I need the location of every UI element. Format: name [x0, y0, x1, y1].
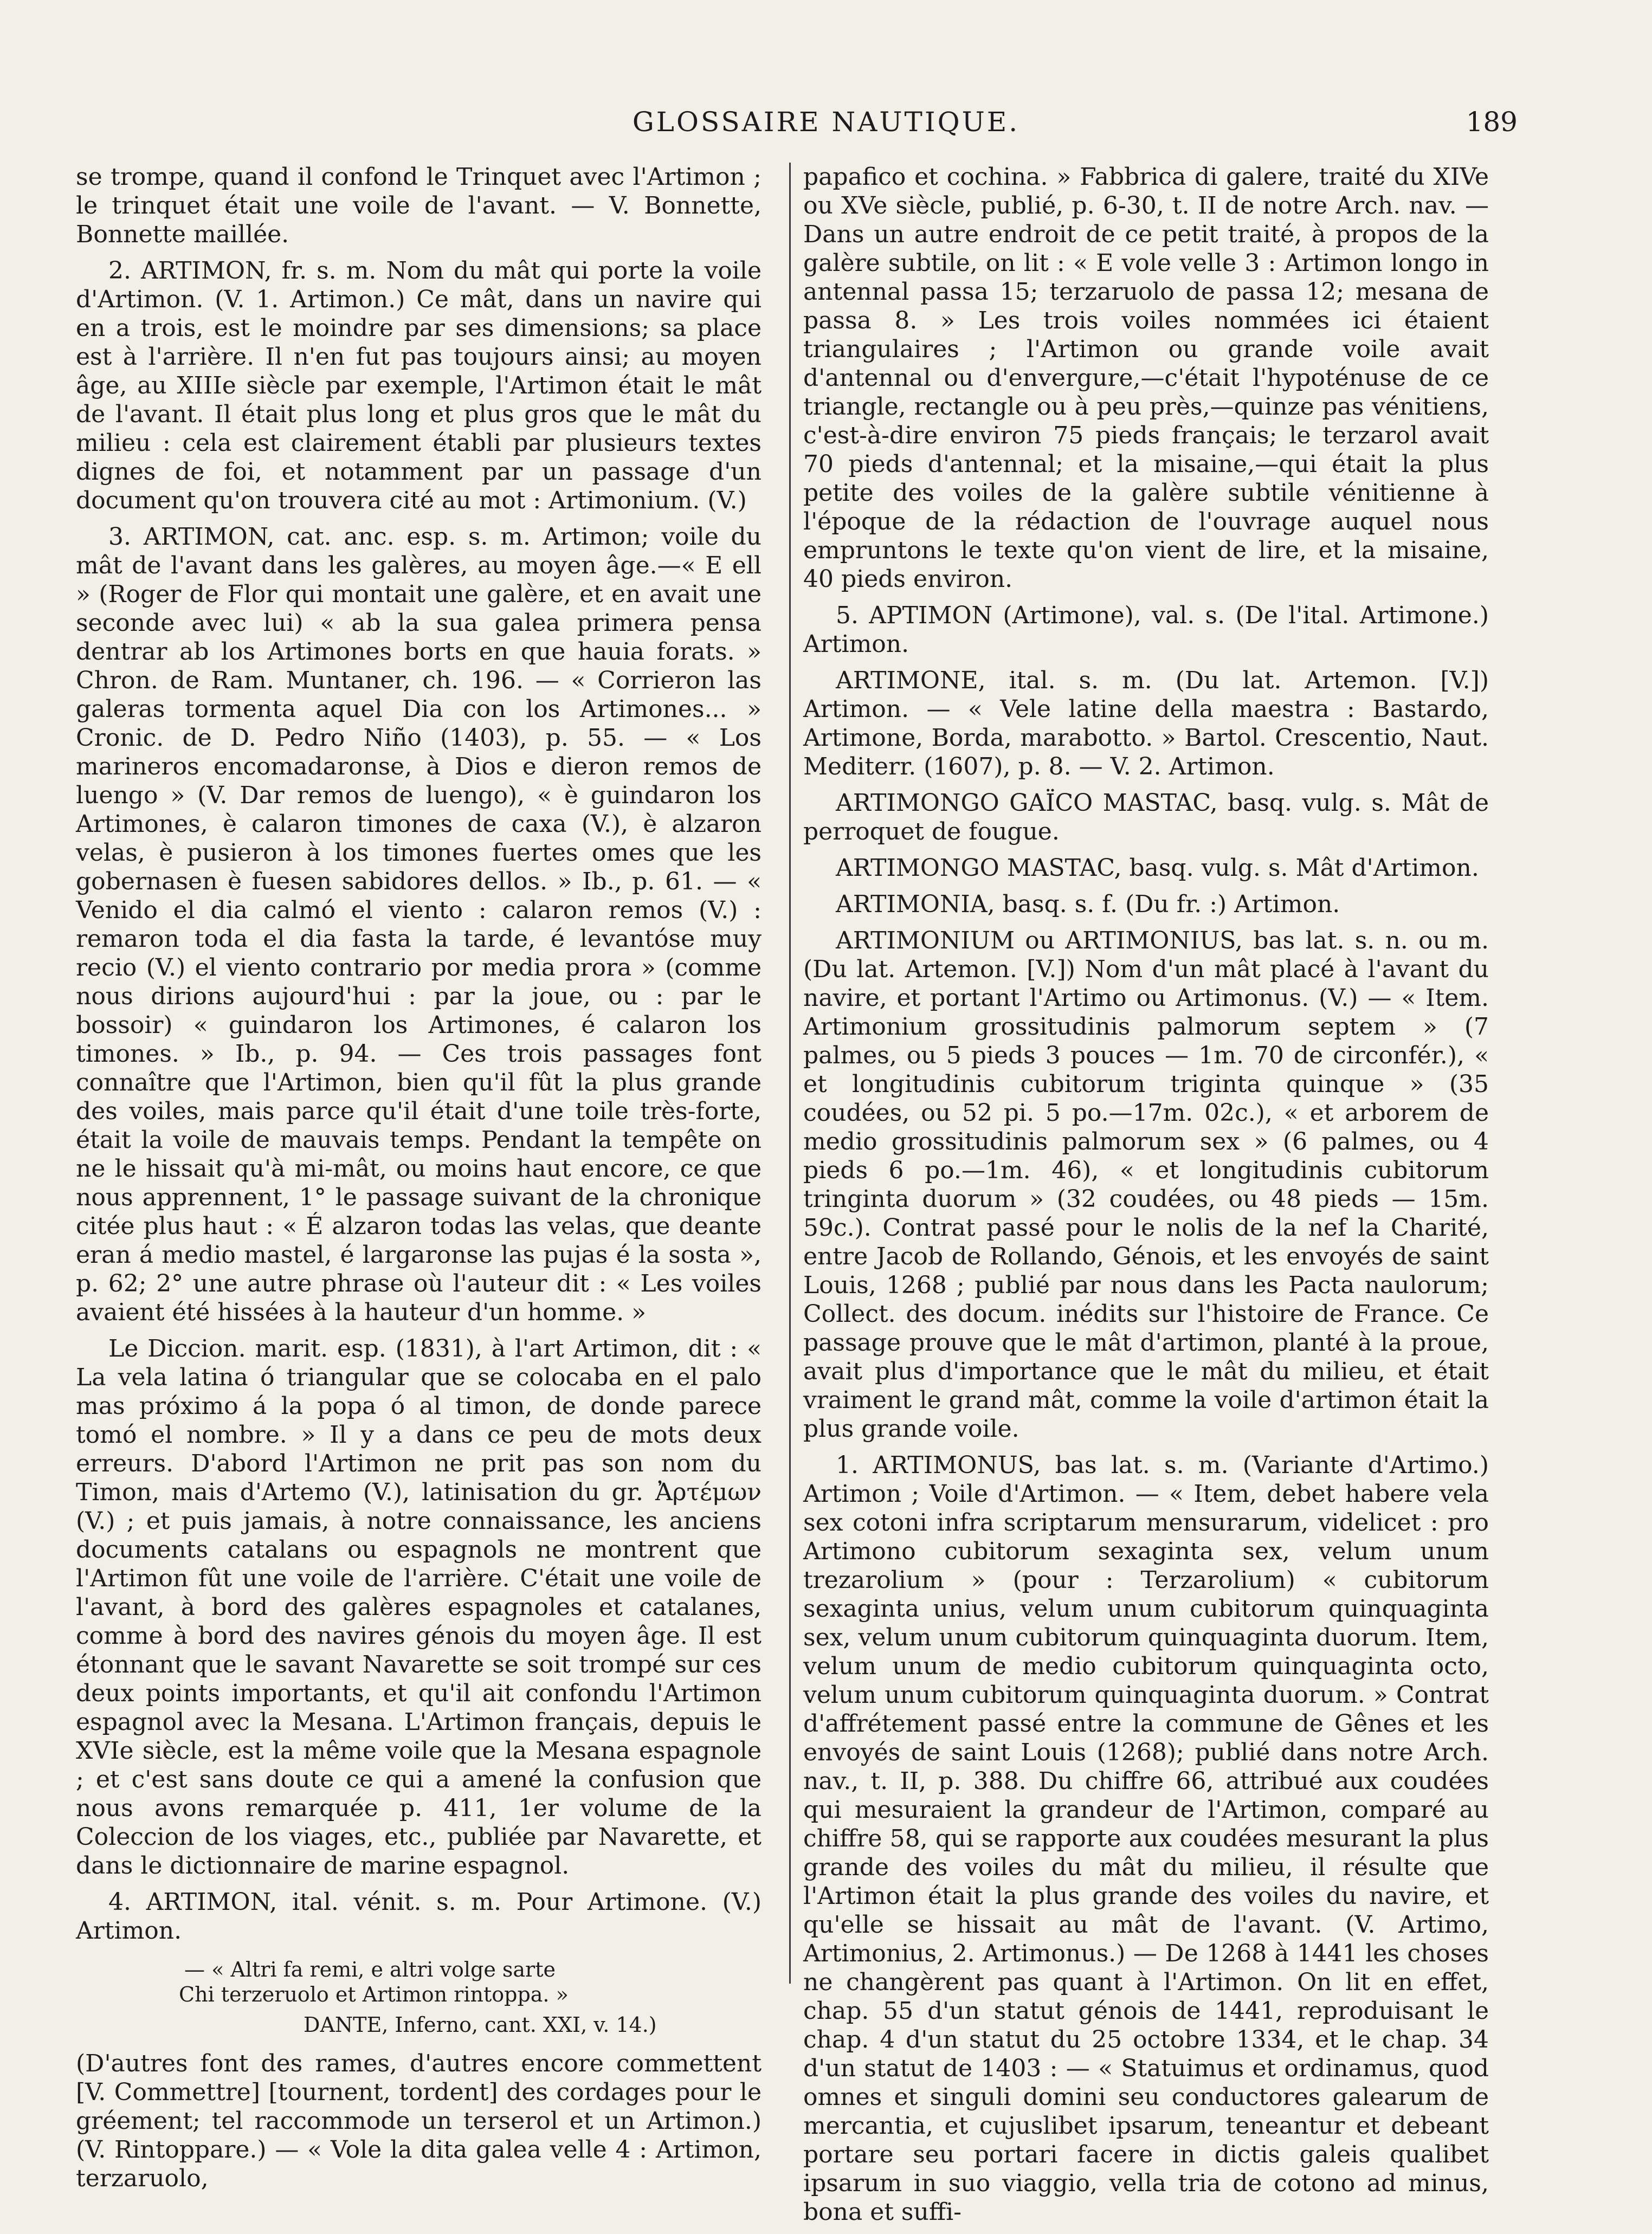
left-paragraph-4: Le Diccion. marit. esp. (1831), à l'art Artimon, dit : « La vela latina ó triangular que se colocaba en el palo mas próximo á la popa ó al timon, de donde parece tomó el nombre. » Il y a dans ce peu de mots deux erreurs. D'abord l'Artimon ne prit pas son nom du Timon, mais d'Artemo (V.), latinisation du gr. Ἀρτέμων (V.) ; et puis jamais, à notre connaissance, les anciens documents catalans ou espagnols ne montrent que l'Artimon fût une voile de l'arrière. C'était une voile de l'avant, à bord des galères espagnoles et catalanes, comme à bord des navires génois du moyen âge. Il est étonnant que le savant Navarette se soit trompé sur ces deux points importants, et qu'il ait confondu l'Artimon espagnol avec la Mesana. L'Artimon français, depuis le XVIe siècle, est la même voile que la Mesana espagnole ; et c'est sans doute ce qui a amené la confusion que nous avons remarquée p. 411, 1er volume de la Coleccion de los viages, etc., publiée par Navarette, et dans le dictionnaire de marine espagnol. — [76, 1335, 762, 1880]
right-paragraph-8: 1. ARTIMONUS, bas lat. s. m. (Variante d'Artimo.) Artimon ; Voile d'Artimon. — « Item, debet habere vela sex cotoni infra scriptarum mensurarum, videlicet : pro Artimono cubitorum sexaginta sex, velum unum trezarolium » (pour : Terzarolium) « cubitorum sexaginta unius, velum unum cubitorum quinquaginta sex, velum unum cubitorum quinquaginta duorum. Item, velum unum de medio cubitorum quinquaginta octo, velum unum cubitorum quinquaginta duorum. » Contrat d'affrétement passé entre la commune de Gênes et les envoyés de saint Louis (1268); publié dans notre Arch. nav., t. II, p. 388. Du chiffre 66, attribué aux coudées qui mesuraient la grandeur de l'Artimon, comparé au chiffre 58, qui se rapporte aux coudées mesurant la plus grande des voiles du mât du milieu, il résulte que l'Artimon était la plus grande des voiles du navire, et qu'elle se hissait au mât de l'avant. (V. Artimo, Artimonius, 2. Artimonus.) — De 1268 à 1441 les choses ne changèrent pas quant à l'Artimon. On lit en effet, chap. 55 d'un statut génois de 1441, reproduisant le chap. 4 d'un statut du 25 octobre 1334, et le chap. 34 d'un statut de 1403 : — « Statuimus et ordinamus, quod omnes et singuli domini seu conductores galearum de mercantia, et cujuslibet ipsarum, teneantur et debeant portare seu portari facere in dictis galeis qualibet ipsarum in suo viaggio, vella tria de cotono ad minus, bona et suffi- — [803, 1451, 1489, 2226]
verse-source: DANTE, Inferno, cant. XXI, v. 14.) — [304, 2013, 657, 2037]
verse-line-1: — « Altri fa remi, e altri volge sarte — [184, 1958, 556, 1981]
right-paragraph-1: papafico et cochina. » Fabbrica di galere, traité du XIVe ou XVe siècle, publié, p. 6-30, t. II de notre Arch. nav. — Dans un autre endroit de ce petit traité, à propos de la galère subtile, on lit : « E vole velle 3 : Artimon longo in antennal passa 15; terzaruolo de passa 12; mesana de passa 8. » Les trois voiles nommées ici étaient triangulaires ; l'Artimon ou grande voile avait d'antennal ou d'envergure,—c'était l'hypoténuse de ce triangle, rectangle ou à peu près,—quinze pas vénitiens, c'est-à-dire environ 75 pieds français; le terzarol avait 70 pieds d'antennal; et la misaine,—qui était la plus petite des voiles de la galère subtile vénitienne à l'époque de la rédaction de l'ouvrage auquel nous empruntons le texte qu'on vient de lire, et la misaine, 40 pieds environ. — [803, 163, 1489, 593]
right-column — [803, 163, 1489, 2234]
left-column — [76, 163, 762, 2200]
left-paragraph-1: se trompe, quand il confond le Trinquet avec l'Artimon ; le trinquet était une voile de l'avant. — V. Bonnette, Bonnette maillée. — [76, 163, 762, 248]
right-paragraph-7: ARTIMONIUM ou ARTIMONIUS, bas lat. s. n. ou m. (Du lat. Artemon. [V.]) Nom d'un mât placé à l'avant du navire, et portant l'Artimo ou Artimonus. (V.) — « Item. Artimonium grossitudinis palmorum septem » (7 palmes, ou 5 pieds 3 pouces — 1m. 70 de circonfér.), « et longitudinis cubitorum triginta quinque » (35 coudées, ou 52 pi. 5 po.—17m. 02c.), « et arborem de medio grossitudinis palmorum sex » (6 palmes, ou 4 pieds 6 po.—1m. 46), « et longitudinis cubitorum tringinta duorum » (32 coudées, ou 48 pieds — 15m. 59c.). Contrat passé pour le nolis de la nef la Charité, entre Jacob de Rollando, Génois, et les envoyés de saint Louis, 1268 ; publié par nous dans les Pacta naulorum; Collect. des docum. inédits sur l'histoire de France. Ce passage prouve que le mât d'artimon, planté à la proue, avait plus d'importance que le mât du milieu, et était vraiment le grand mât, comme la voile d'artimon était la plus grande voile. — [803, 927, 1489, 1443]
right-paragraph-4: ARTIMONGO GAÏCO MASTAC, basq. vulg. s. Mât de perroquet de fougue. — [803, 789, 1489, 845]
left-paragraph-3: 3. ARTIMON, cat. anc. esp. s. m. Artimon; voile du mât de l'avant dans les galères, au moyen âge.—« E ell » (Roger de Flor qui montait une galère, et en avait une seconde avec lui) « ab la sua galea primera pensa dentrar ab los Artimones borts en que hauia forats. » Chron. de Ram. Muntaner, ch. 196. — « Corrieron las galeras tormenta aquel Dia con los Artimones... » Cronic. de D. Pedro Niño (1403), p. 55. — « Los marineros encomadaronse, à Dios e dieron remos de luengo » (V. Dar remos de luengo), « è guindaron los Artimones, è calaron timones de caxa (V.), è alzaron velas, è pusieron à los timones fuertes omes que les gobernasen è fuesen sabidores dellos. » Ib., p. 61. — « Venido el dia calmó el viento : calaron remos (V.) : remaron toda el dia fasta la tarde, é levantóse muy recio (V.) el viento contrario por media prora » (comme nous dirions aujourd'hui : par la joue, ou : par le bossoir) « guindaron los Artimones, é calaron los timones. » Ib., p. 94. — Ces trois passages font connaître que l'Artimon, bien qu'il fût la plus grande des voiles, mais parce qu'il était d'une toile très-forte, était la voile de mauvais temps. Pendant la tempête on ne le hissait qu'à mi-mât, ou moins haut encore, ce que nous apprennent, 1° le passage suivant de la chronique citée plus haut : « É alzaron todas las velas, que deante eran á medio mastel, é largaronse las pujas é la sosta », p. 62; 2° une autre phrase où l'auteur dit : « Les voiles avaient été hissées à la hauteur d'un homme. » — [76, 523, 762, 1326]
right-paragraph-2: 5. APTIMON (Artimone), val. s. (De l'ital. Artimone.) Artimon. — [803, 602, 1489, 658]
page-number: 189 — [1466, 106, 1518, 138]
verse-line-2: Chi terzeruolo et Artimon rintoppa. » — [179, 1983, 569, 2006]
left-tail-paragraph: (D'autres font des rames, d'autres encore commettent [V. Commettre] [tournent, tordent] des cordages pour le gréement; tel raccommode un terserol et un Artimon.) (V. Rintoppare.) — « Vole la dita galea velle 4 : Artimon, terzaruolo, — [76, 2050, 762, 2192]
left-paragraph-2: 2. ARTIMON, fr. s. m. Nom du mât qui porte la voile d'Artimon. (V. 1. Artimon.) Ce mât, dans un navire qui en a trois, est le moindre par ses dimensions; sa place est à l'arrière. Il n'en fut pas toujours ainsi; au moyen âge, au XIIIe siècle par exemple, l'Artimon était le mât de l'avant. Il était plus long et plus gros que le mât du milieu : cela est clairement établi par plusieurs textes dignes de foi, et notamment par un passage d'un document qu'on trouvera cité au mot : Artimonium. (V.) — [76, 257, 762, 514]
right-paragraph-5: ARTIMONGO MASTAC, basq. vulg. s. Mât d'Artimon. — [836, 854, 1479, 882]
left-paragraph-5: 4. ARTIMON, ital. vénit. s. m. Pour Artimone. (V.) Artimon. — [76, 1888, 762, 1945]
right-paragraph-3: ARTIMONE, ital. s. m. (Du lat. Artemon. [V.]) Artimon. — « Vele latine della maestra : Bastardo, Artimone, Borda, marabotto. » Bartol. Crescentio, Naut. Mediterr. (1607), p. 8. — V. 2. Artimon. — [803, 667, 1489, 780]
running-head: GLOSSAIRE NAUTIQUE. — [632, 106, 1020, 138]
verse-quote — [76, 1957, 762, 2037]
column-divider — [789, 163, 791, 1984]
right-paragraph-6: ARTIMONIA, basq. s. f. (Du fr. :) Artimon. — [836, 890, 1340, 918]
